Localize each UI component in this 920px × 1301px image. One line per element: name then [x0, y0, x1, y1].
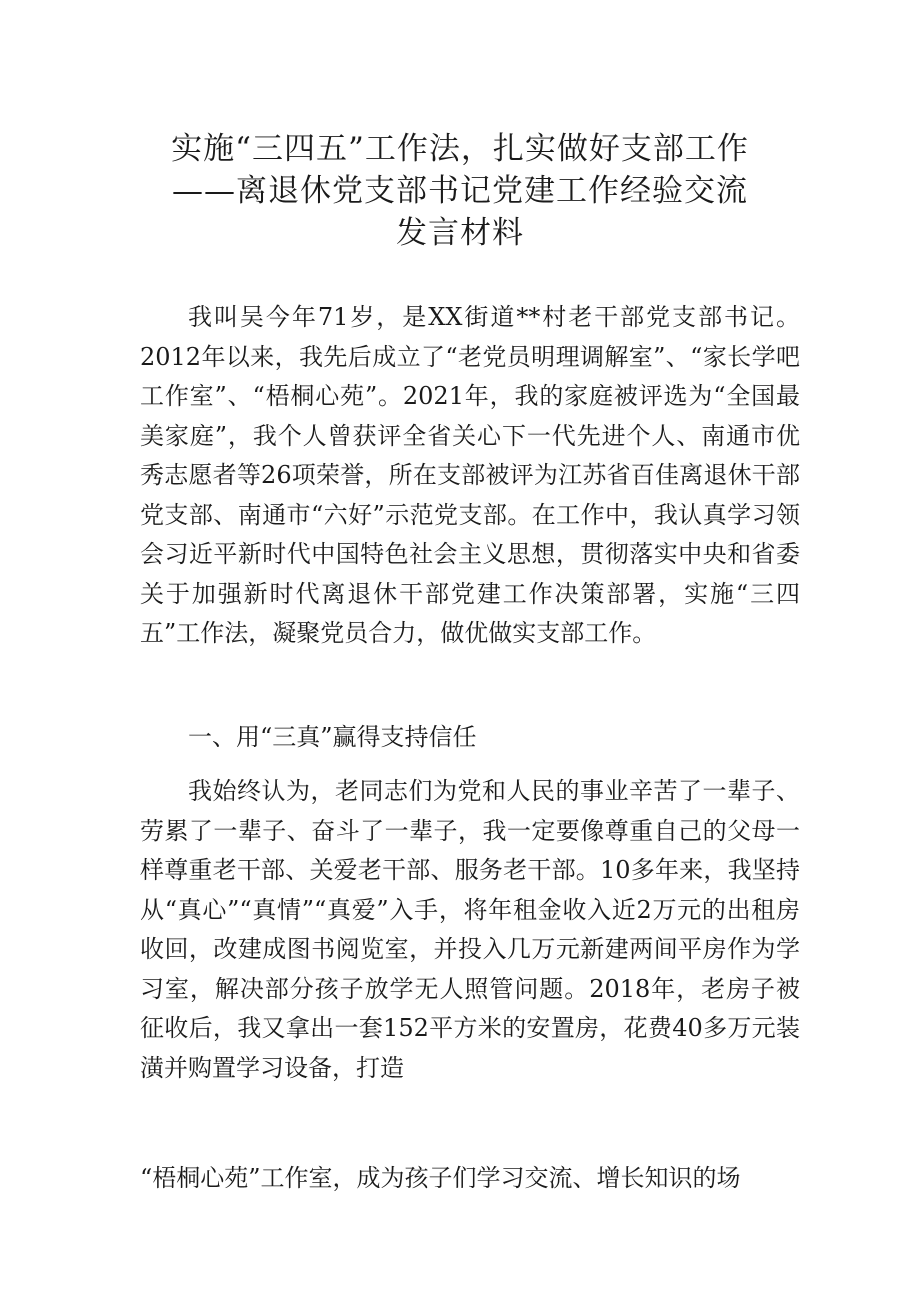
document-title: [120, 128, 800, 254]
section-body: [140, 772, 800, 1088]
section-heading-block: [140, 718, 800, 758]
intro-section: [140, 298, 800, 654]
section-paragraph: 我始终认为，老同志们为党和人民的事业辛苦了一辈子、劳累了一辈子、奋斗了一辈子，我一定要像尊重自己的父母一样尊重老干部、关爱老干部、服务老干部。10多年来，我坚持从“真心”“真情”“真爱”入手，将年租金收入近2万元的出租房收回，改建成图书阅览室，并投入几万元新建两间平房作为学习室，解决部分孩子放学无人照管问题。2018年，老房子被征收后，我又拿出一套152平方米的安置房，花费40多万元装潢并购置学习设备，打造: [140, 777, 800, 1082]
title-line-main: 实施“三四五”工作法，扎实做好支部工作: [171, 131, 749, 167]
section-heading: 一、用“三真”赢得支持信任: [188, 723, 477, 751]
title-line-subtitle: ——离退休党支部书记党建工作经验交流: [172, 173, 748, 209]
continuation-paragraph: “梧桐心苑”工作室，成为孩子们学习交流、增长知识的场: [140, 1164, 741, 1192]
intro-paragraph: 我叫吴今年71岁，是XX街道**村老干部党支部书记。2012年以来，我先后成立了“老党员明理调解室”、“家长学吧工作室”、“梧桐心苑”。2021年，我的家庭被评选为“全国最美家庭”，我个人曾获评全省关心下一代先进个人、南通市优秀志愿者等26项荣誉，所在支部被评为江苏省百佳离退休干部党支部、南通市“六好”示范党支部。在工作中，我认真学习领会习近平新时代中国特色社会主义思想，贯彻落实中央和省委关于加强新时代离退休干部党建工作决策部署，实施“三四五”工作法，凝聚党员合力，做优做实支部工作。: [140, 303, 800, 647]
title-line-suffix: 发言材料: [396, 215, 524, 251]
continuation-block: [140, 1159, 800, 1199]
